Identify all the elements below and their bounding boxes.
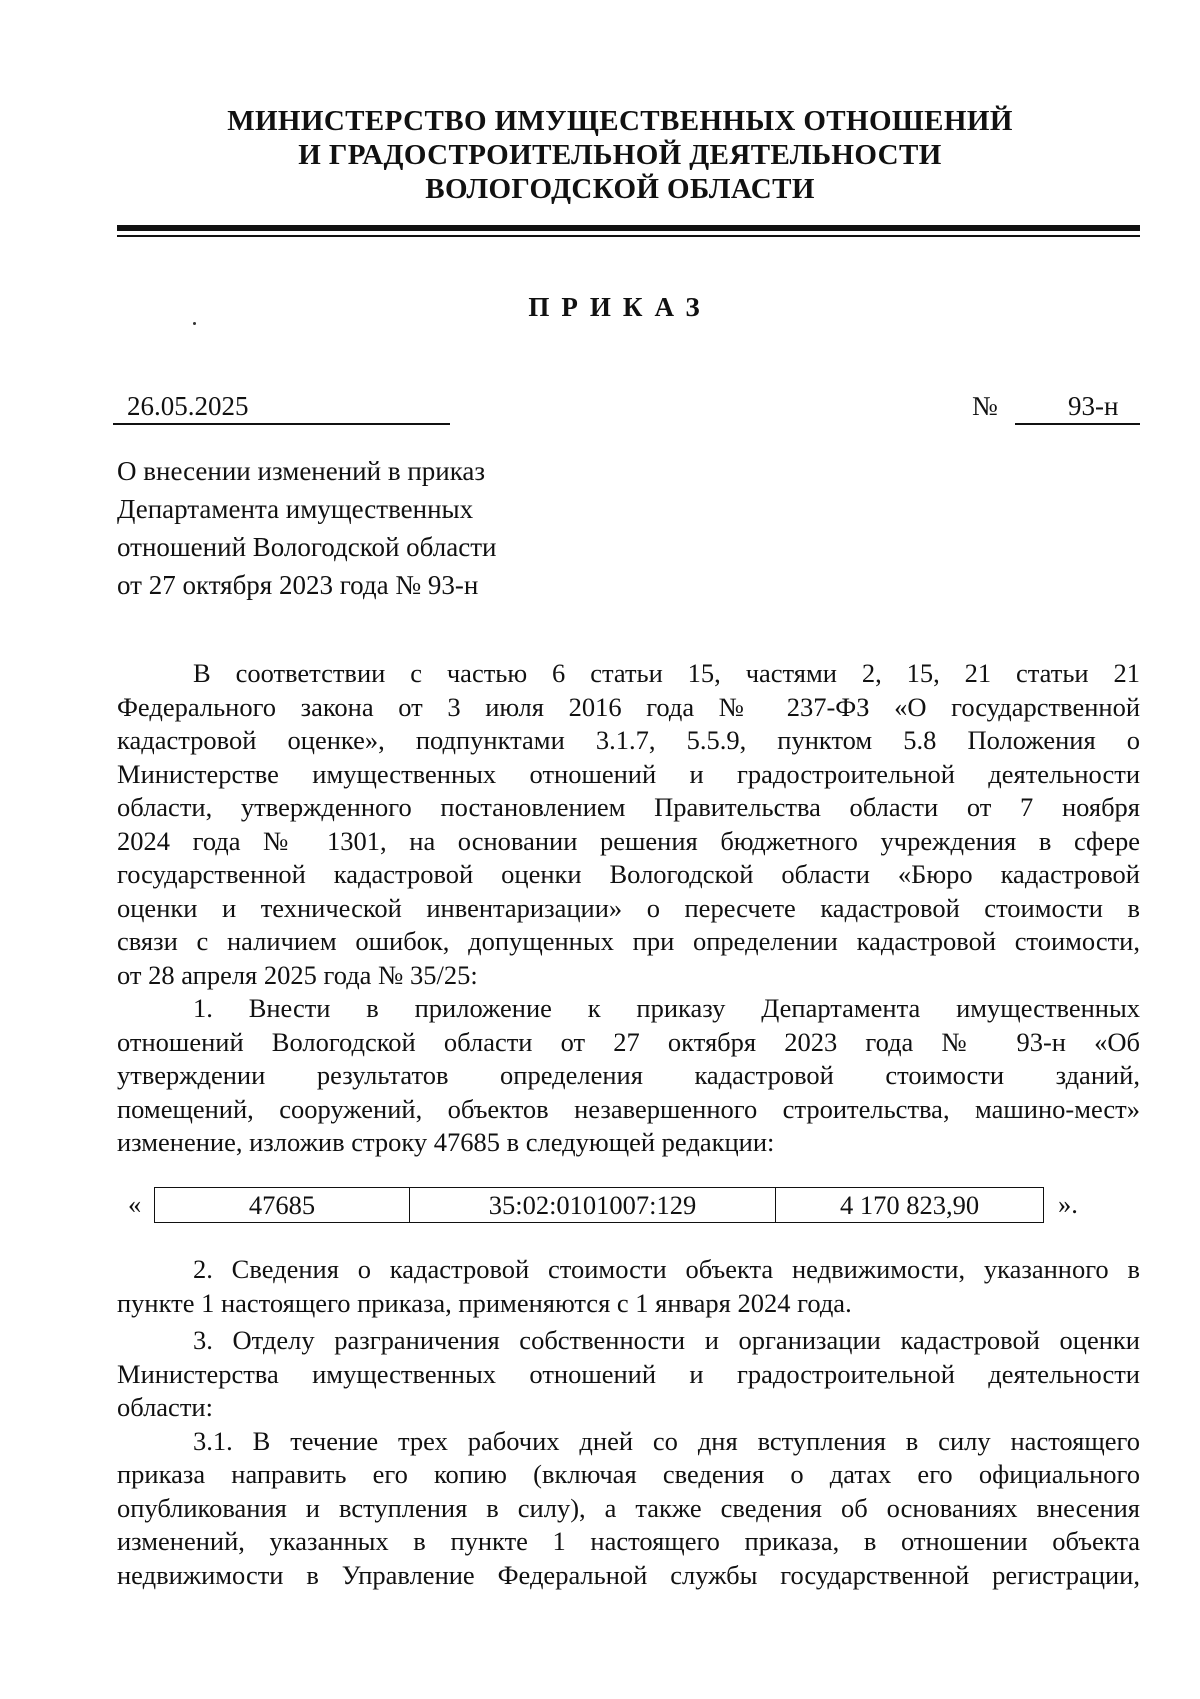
header-divider-thin [117,235,1140,237]
text-line: 2024 года № 1301, на основании решения бюджетного учреждения в сфере [117,825,1140,856]
text-line: области, утвержденного постановлением Правительства области от 7 ноября [117,792,1140,822]
item-2-paragraph [117,1253,1140,1320]
text-line: изменений, указанных в пункте 1 настоящего приказа, в отношении объекта [117,1526,1140,1556]
header-line-3: ВОЛОГОДСКОЙ ОБЛАСТИ [425,173,815,205]
date-underline [113,423,450,425]
subject-line: от 27 октября 2023 года № 93-н [117,570,479,600]
text-line: помещений, сооружений, объектов незавершенного строительства, машино-мест» [117,1093,1140,1124]
text-line: изменение, изложив строку 47685 в следующей редакции: [117,1127,775,1157]
text-line: 1. Внести в приложение к приказу Департамента имущественных [193,993,1140,1023]
document-subject [117,452,496,604]
text-line: 3. Отделу разграничения собственности и организации кадастровой оценки [193,1325,1140,1355]
text-line: опубликования и вступления в силу), а также сведения об основаниях внесения [117,1492,1140,1523]
preamble-paragraph [117,657,1140,1160]
text-line: Министерстве имущественных отношений и градостроительной деятельности [117,758,1140,789]
document-number: 93-н [1068,391,1119,421]
text-line: 2. Сведения о кадастровой стоимости объекта недвижимости, указанного в [193,1254,1140,1284]
document-title: ПРИКАЗ [528,292,712,322]
row-number-cell: 47685 [155,1188,410,1222]
header-divider-thick [117,225,1140,231]
subject-line: отношений Вологодской области [117,532,497,562]
subject-line: О внесении изменений в приказ [117,456,486,486]
close-quote: ». [1058,1189,1078,1219]
text-line: Федерального закона от 3 июля 2016 года № 237-ФЗ «О государственной [117,691,1140,722]
scan-speck [193,322,196,325]
text-line: приказа направить его копию (включая сведения о датах его официального [117,1459,1140,1489]
open-quote: « [128,1189,142,1219]
table-cells [154,1187,1044,1223]
text-line: недвижимости в Управление Федеральной службы государственной регистрации, [117,1559,1140,1590]
text-line: государственной кадастровой оценки Вологодской области «Бюро кадастровой [117,859,1140,889]
number-sign: № [972,391,998,421]
text-line: Министерства имущественных отношений и градостроительной деятельности [117,1358,1140,1389]
text-line: пункте 1 настоящего приказа, применяются с 1 января 2024 года. [117,1287,852,1318]
text-line: В соответствии с частью 6 статьи 15, частями 2, 15, 21 статьи 21 [193,658,1140,688]
cadastral-number-cell: 35:02:0101007:129 [410,1188,776,1222]
text-line: области: [117,1392,213,1422]
text-line: 3.1. В течение трех рабочих дней со дня вступления в силу настоящего [193,1425,1140,1456]
subject-line: Департамента имущественных [117,494,474,524]
text-line: связи с наличием ошибок, допущенных при определении кадастровой стоимости, [117,926,1140,956]
document-date: 26.05.2025 [127,391,249,421]
text-line: утверждении результатов определения кадастровой стоимости зданий, [117,1060,1140,1090]
ministry-header [0,104,1200,206]
text-line: оценки и технической инвентаризации» о пересчете кадастровой стоимости в [117,892,1140,923]
text-line: отношений Вологодской области от 27 октября 2023 года № 93-н «Об [117,1026,1140,1057]
number-underline [1015,423,1140,425]
item-3-paragraph [117,1324,1140,1592]
cadastral-value-cell: 4 170 823,90 [839,1190,980,1220]
header-line-2: И ГРАДОСТРОИТЕЛЬНОЙ ДЕЯТЕЛЬНОСТИ [298,139,942,171]
amendment-table-row [128,1187,1088,1223]
text-line: кадастровой оценке», подпунктами 3.1.7, 5.5.9, пунктом 5.8 Положения о [117,725,1140,755]
header-line-1: МИНИСТЕРСТВО ИМУЩЕСТВЕННЫХ ОТНОШЕНИЙ [227,105,1013,137]
text-line: от 28 апреля 2025 года № 35/25: [117,959,478,990]
